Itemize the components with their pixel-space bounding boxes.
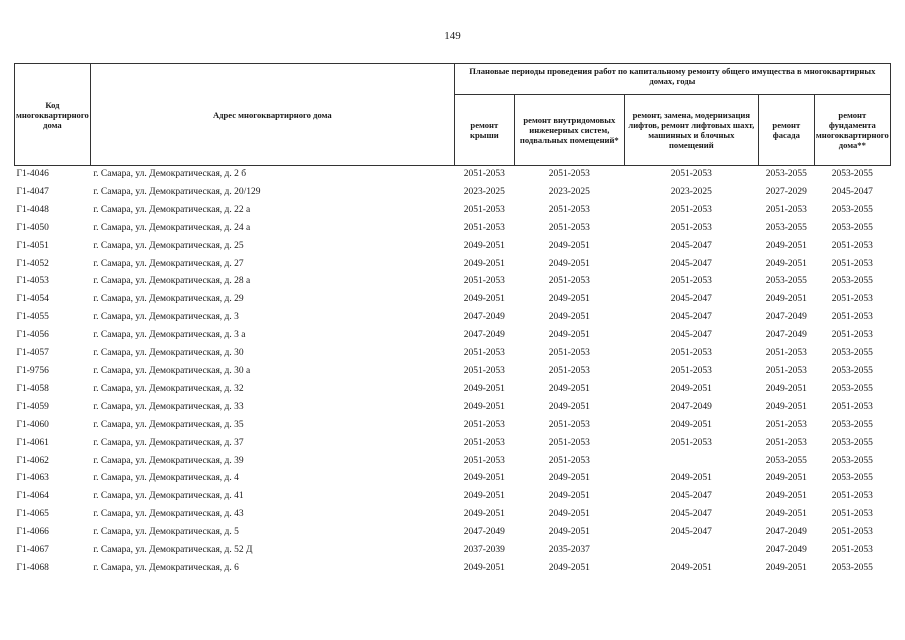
table-row (15, 273, 891, 291)
cell-code: Г1-4056 (16, 330, 49, 341)
table-row (15, 202, 891, 220)
cell-roof: 2051-2053 (463, 222, 505, 233)
cell-elevators: 2023-2025 (670, 186, 712, 197)
cell-address: г. Самара, ул. Демократическая, д. 43 (93, 509, 244, 520)
cell-roof: 2049-2051 (463, 401, 505, 412)
cell-roof: 2051-2053 (463, 419, 505, 430)
cell-roof: 2037-2039 (463, 545, 505, 556)
table-row (15, 256, 891, 274)
cell-engineering: 2049-2051 (548, 240, 590, 251)
table-row (15, 345, 891, 363)
cell-elevators: 2045-2047 (670, 312, 712, 323)
header-elevators: ремонт, замена, модернизация лифтов, ремонт лифтовых шахт, машинных и блочных помещений (624, 95, 758, 166)
cell-elevators (624, 542, 758, 560)
cell-address: г. Самара, ул. Демократическая, д. 3 а (93, 330, 246, 341)
cell-foundation: 2053-2055 (831, 455, 873, 466)
cell-engineering: 2023-2025 (548, 186, 590, 197)
cell-elevators (624, 453, 758, 471)
cell-address: г. Самара, ул. Демократическая, д. 24 а (93, 222, 251, 233)
cell-roof: 2049-2051 (463, 491, 505, 502)
cell-code: Г1-4046 (16, 169, 49, 179)
cell-code: Г1-9756 (16, 365, 49, 376)
cell-foundation: 2053-2055 (831, 348, 873, 359)
cell-facade: 2049-2051 (765, 491, 807, 502)
table-body (15, 166, 891, 578)
cell-engineering: 2049-2051 (548, 258, 590, 269)
cell-foundation: 2051-2053 (831, 294, 873, 305)
cell-foundation: 2053-2055 (831, 169, 873, 179)
cell-facade: 2051-2053 (765, 204, 807, 215)
cell-foundation: 2051-2053 (831, 491, 873, 502)
cell-engineering: 2051-2053 (548, 222, 590, 233)
cell-elevators: 2045-2047 (670, 330, 712, 341)
header-code: Код многоквартирного дома (15, 64, 91, 166)
cell-code: Г1-4052 (16, 258, 49, 269)
cell-facade: 2051-2053 (765, 437, 807, 448)
table-row (15, 453, 891, 471)
table-header (15, 64, 891, 166)
cell-code: Г1-4066 (16, 527, 49, 538)
cell-code: Г1-4065 (16, 509, 49, 520)
cell-address: г. Самара, ул. Демократическая, д. 29 (93, 294, 244, 305)
cell-facade: 2051-2053 (765, 419, 807, 430)
cell-foundation: 2053-2055 (831, 204, 873, 215)
cell-engineering: 2049-2051 (548, 401, 590, 412)
cell-roof: 2051-2053 (463, 204, 505, 215)
cell-elevators: 2051-2053 (670, 365, 712, 376)
cell-code: Г1-4051 (16, 240, 49, 251)
cell-roof: 2051-2053 (463, 437, 505, 448)
cell-engineering: 2049-2051 (548, 473, 590, 484)
cell-elevators: 2049-2051 (670, 473, 712, 484)
cell-address: г. Самара, ул. Демократическая, д. 25 (93, 240, 244, 251)
cell-elevators: 2047-2049 (670, 401, 712, 412)
cell-roof: 2049-2051 (463, 509, 505, 520)
cell-elevators: 2045-2047 (670, 509, 712, 520)
cell-facade: 2049-2051 (765, 401, 807, 412)
cell-engineering: 2049-2051 (548, 527, 590, 538)
cell-facade: 2051-2053 (765, 348, 807, 359)
cell-facade: 2051-2053 (765, 365, 807, 376)
cell-code: Г1-4054 (16, 294, 49, 305)
cell-engineering: 2051-2053 (548, 204, 590, 215)
cell-elevators: 2051-2053 (670, 276, 712, 287)
cell-code: Г1-4059 (16, 401, 49, 412)
table-row (15, 220, 891, 238)
page-number: 149 (444, 30, 461, 42)
cell-roof: 2049-2051 (463, 473, 505, 484)
cell-foundation: 2053-2055 (831, 562, 873, 573)
cell-facade: 2049-2051 (765, 509, 807, 520)
cell-facade: 2049-2051 (765, 240, 807, 251)
cell-foundation: 2053-2055 (831, 419, 873, 430)
cell-engineering: 2035-2037 (548, 545, 590, 556)
table-row (15, 381, 891, 399)
cell-address: г. Самара, ул. Демократическая, д. 28 а (93, 276, 251, 287)
cell-address: г. Самара, ул. Демократическая, д. 5 (93, 527, 239, 538)
cell-facade: 2049-2051 (765, 383, 807, 394)
cell-roof: 2049-2051 (463, 562, 505, 573)
cell-elevators: 2045-2047 (670, 258, 712, 269)
cell-facade: 2053-2055 (765, 276, 807, 287)
cell-address: г. Самара, ул. Демократическая, д. 39 (93, 455, 244, 466)
table-row (15, 524, 891, 542)
cell-address: г. Самара, ул. Демократическая, д. 35 (93, 419, 244, 430)
cell-elevators: 2045-2047 (670, 491, 712, 502)
table-row (15, 399, 891, 417)
cell-elevators: 2051-2053 (670, 437, 712, 448)
cell-roof: 2051-2053 (463, 169, 505, 179)
table-row (15, 184, 891, 202)
cell-address: г. Самара, ул. Демократическая, д. 37 (93, 437, 244, 448)
cell-foundation: 2051-2053 (831, 545, 873, 556)
cell-engineering: 2051-2053 (548, 169, 590, 179)
table-row (15, 542, 891, 560)
cell-code: Г1-4047 (16, 186, 49, 197)
cell-engineering: 2049-2051 (548, 562, 590, 573)
cell-code: Г1-4061 (16, 437, 49, 448)
cell-address: г. Самара, ул. Демократическая, д. 41 (93, 491, 244, 502)
cell-elevators: 2051-2053 (670, 348, 712, 359)
cell-facade: 2047-2049 (765, 545, 807, 556)
cell-engineering: 2049-2051 (548, 383, 590, 394)
cell-facade: 2049-2051 (765, 473, 807, 484)
cell-address: г. Самара, ул. Демократическая, д. 3 (93, 312, 239, 323)
table-row (15, 470, 891, 488)
cell-code: Г1-4053 (16, 276, 49, 287)
cell-roof: 2023-2025 (463, 186, 505, 197)
table-row (15, 309, 891, 327)
cell-facade: 2027-2029 (765, 186, 807, 197)
cell-engineering: 2049-2051 (548, 312, 590, 323)
cell-code: Г1-4063 (16, 473, 49, 484)
cell-roof: 2051-2053 (463, 276, 505, 287)
cell-elevators: 2049-2051 (670, 562, 712, 573)
cell-code: Г1-4062 (16, 455, 49, 466)
cell-foundation: 2053-2055 (831, 473, 873, 484)
cell-address: г. Самара, ул. Демократическая, д. 4 (93, 473, 239, 484)
cell-facade: 2047-2049 (765, 330, 807, 341)
cell-elevators: 2051-2053 (670, 222, 712, 233)
cell-foundation: 2051-2053 (831, 240, 873, 251)
cell-roof: 2047-2049 (463, 527, 505, 538)
cell-engineering: 2049-2051 (548, 294, 590, 305)
cell-roof: 2049-2051 (463, 294, 505, 305)
cell-facade: 2049-2051 (765, 294, 807, 305)
header-facade: ремонт фасада (758, 95, 814, 166)
cell-foundation: 2053-2055 (831, 365, 873, 376)
header-roof: ремонт крыши (454, 95, 514, 166)
repair-schedule-table (14, 63, 891, 578)
cell-roof: 2049-2051 (463, 258, 505, 269)
cell-address: г. Самара, ул. Демократическая, д. 27 (93, 258, 244, 269)
cell-elevators: 2049-2051 (670, 419, 712, 430)
cell-foundation: 2051-2053 (831, 401, 873, 412)
cell-elevators: 2045-2047 (670, 240, 712, 251)
cell-engineering: 2051-2053 (548, 365, 590, 376)
cell-foundation: 2053-2055 (831, 222, 873, 233)
cell-foundation: 2045-2047 (831, 186, 873, 197)
cell-engineering: 2051-2053 (548, 348, 590, 359)
table-row (15, 488, 891, 506)
cell-roof: 2049-2051 (463, 240, 505, 251)
cell-facade: 2047-2049 (765, 527, 807, 538)
cell-code: Г1-4068 (16, 562, 49, 573)
header-periods: Плановые периоды проведения работ по капитальному ремонту общего имущества в многоквартирных домах, годы (454, 64, 890, 95)
cell-engineering: 2049-2051 (548, 509, 590, 520)
cell-address: г. Самара, ул. Демократическая, д. 30 (93, 348, 244, 359)
cell-address: г. Самара, ул. Демократическая, д. 6 (93, 562, 239, 573)
cell-engineering: 2049-2051 (548, 491, 590, 502)
cell-foundation: 2051-2053 (831, 330, 873, 341)
table-row (15, 363, 891, 381)
cell-elevators: 2045-2047 (670, 527, 712, 538)
cell-foundation: 2051-2053 (831, 509, 873, 520)
cell-code: Г1-4050 (16, 222, 49, 233)
cell-engineering: 2051-2053 (548, 455, 590, 466)
cell-foundation: 2051-2053 (831, 258, 873, 269)
cell-elevators: 2051-2053 (670, 169, 712, 179)
cell-roof: 2051-2053 (463, 455, 505, 466)
cell-facade: 2049-2051 (765, 258, 807, 269)
cell-roof: 2049-2051 (463, 383, 505, 394)
cell-address: г. Самара, ул. Демократическая, д. 33 (93, 401, 244, 412)
cell-code: Г1-4058 (16, 383, 49, 394)
cell-foundation: 2051-2053 (831, 312, 873, 323)
cell-foundation: 2053-2055 (831, 276, 873, 287)
cell-code: Г1-4048 (16, 204, 49, 215)
cell-elevators: 2049-2051 (670, 383, 712, 394)
cell-elevators: 2045-2047 (670, 294, 712, 305)
cell-code: Г1-4057 (16, 348, 49, 359)
cell-code: Г1-4064 (16, 491, 49, 502)
table-row (15, 291, 891, 309)
cell-roof: 2047-2049 (463, 330, 505, 341)
cell-engineering: 2051-2053 (548, 276, 590, 287)
header-foundation: ремонт фундамента многоквартирного дома** (814, 95, 890, 166)
cell-code: Г1-4055 (16, 312, 49, 323)
cell-elevators: 2051-2053 (670, 204, 712, 215)
cell-address: г. Самара, ул. Демократическая, д. 52 Д (93, 545, 253, 556)
cell-address: г. Самара, ул. Демократическая, д. 2 б (93, 169, 247, 179)
cell-facade: 2053-2055 (765, 455, 807, 466)
header-engineering: ремонт внутридомовых инженерных систем, подвальных помещений* (514, 95, 624, 166)
table-row (15, 327, 891, 345)
cell-engineering: 2051-2053 (548, 419, 590, 430)
cell-facade: 2049-2051 (765, 562, 807, 573)
header-address: Адрес многоквартирного дома (90, 64, 454, 166)
cell-foundation: 2051-2053 (831, 527, 873, 538)
cell-foundation: 2053-2055 (831, 437, 873, 448)
cell-address: г. Самара, ул. Демократическая, д. 20/129 (93, 186, 261, 197)
table-row (15, 506, 891, 524)
table-row (15, 238, 891, 256)
cell-code: Г1-4060 (16, 419, 49, 430)
table-row (15, 166, 891, 184)
table-row (15, 435, 891, 453)
cell-facade: 2053-2055 (765, 222, 807, 233)
cell-engineering: 2049-2051 (548, 330, 590, 341)
cell-roof: 2051-2053 (463, 348, 505, 359)
cell-facade: 2053-2055 (765, 169, 807, 179)
cell-code: Г1-4067 (16, 545, 49, 556)
cell-address: г. Самара, ул. Демократическая, д. 22 а (93, 204, 251, 215)
cell-facade: 2047-2049 (765, 312, 807, 323)
cell-roof: 2051-2053 (463, 365, 505, 376)
table-row (15, 417, 891, 435)
cell-address: г. Самара, ул. Демократическая, д. 32 (93, 383, 244, 394)
table-row (15, 560, 891, 578)
cell-engineering: 2051-2053 (548, 437, 590, 448)
cell-foundation: 2053-2055 (831, 383, 873, 394)
cell-address: г. Самара, ул. Демократическая, д. 30 а (93, 365, 251, 376)
cell-roof: 2047-2049 (463, 312, 505, 323)
